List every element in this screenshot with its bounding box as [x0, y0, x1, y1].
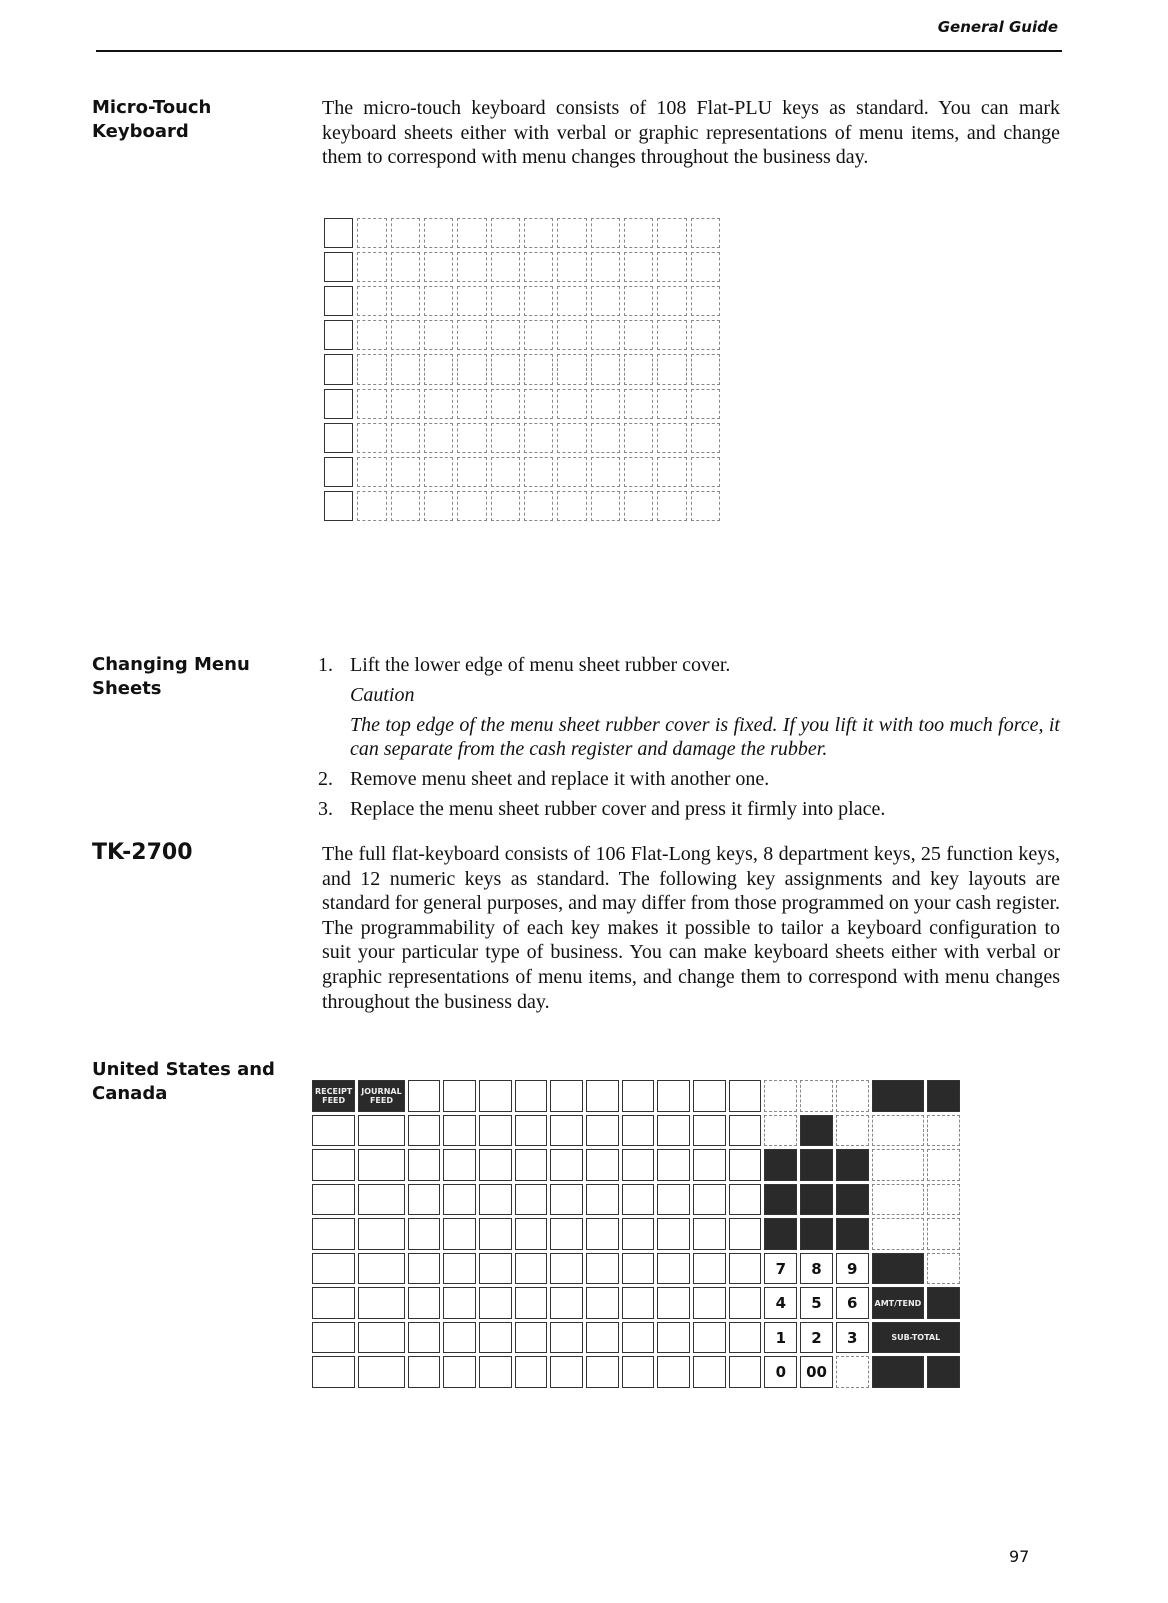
flat-long-key: [657, 1080, 690, 1112]
function-key: [764, 1080, 797, 1112]
flat-plu-key: [624, 354, 653, 384]
function-key: [764, 1184, 797, 1216]
num3-key-label: 3: [846, 1328, 858, 1347]
flat-long-key: [622, 1322, 655, 1354]
function-key: [927, 1184, 960, 1216]
flat-plu-key: [357, 218, 386, 248]
flat-long-key: [693, 1115, 726, 1147]
flat-plu-key: [557, 491, 586, 521]
flat-plu-key: [491, 389, 520, 419]
flat-long-key: [443, 1218, 476, 1250]
flat-plu-key: [524, 457, 553, 487]
num7-key: [764, 1253, 797, 1285]
flat-plu-key: [657, 252, 686, 282]
flat-long-key: [586, 1356, 619, 1388]
flat-long-key: [479, 1115, 512, 1147]
flat-plu-key: [324, 252, 353, 282]
flat-long-key: [729, 1115, 762, 1147]
receipt-feed-key: [312, 1080, 355, 1112]
flat-long-key: [622, 1149, 655, 1181]
flat-long-key: [729, 1080, 762, 1112]
flat-plu-key: [691, 389, 720, 419]
num8-key: [800, 1253, 833, 1285]
flat-long-key: [622, 1218, 655, 1250]
flat-plu-key: [691, 354, 720, 384]
flat-plu-key: [357, 457, 386, 487]
caution-label: Caution: [350, 684, 415, 706]
flat-plu-key: [524, 218, 553, 248]
step-1-number: 1.: [318, 654, 333, 676]
function-key: [872, 1080, 925, 1112]
flat-plu-key: [591, 389, 620, 419]
flat-plu-key: [557, 423, 586, 453]
flat-plu-key: [657, 286, 686, 316]
flat-plu-key: [424, 252, 453, 282]
flat-plu-key: [624, 320, 653, 350]
num1-key: [764, 1322, 797, 1354]
flat-long-key: [550, 1356, 583, 1388]
flat-plu-key: [424, 320, 453, 350]
flat-long-key: [443, 1080, 476, 1112]
flat-plu-key: [624, 457, 653, 487]
sub-total-key: [872, 1322, 960, 1354]
function-key: [872, 1218, 925, 1250]
flat-plu-key: [591, 320, 620, 350]
function-key: [836, 1218, 869, 1250]
flat-long-key: [515, 1080, 548, 1112]
flat-long-key: [443, 1115, 476, 1147]
flat-long-key: [358, 1184, 404, 1216]
flat-long-key: [729, 1287, 762, 1319]
flat-long-key: [443, 1287, 476, 1319]
flat-plu-key: [591, 457, 620, 487]
flat-long-key: [693, 1287, 726, 1319]
flat-plu-key: [491, 491, 520, 521]
num8-key-label: 8: [811, 1259, 822, 1278]
step-2-text: Remove menu sheet and replace it with another one.: [350, 768, 770, 790]
flat-plu-key: [557, 320, 586, 350]
num4-key: [764, 1287, 797, 1319]
flat-long-key: [515, 1356, 548, 1388]
page-number: 97: [1009, 1547, 1030, 1566]
flat-plu-key: [391, 491, 420, 521]
num1-key-label: 1: [775, 1328, 787, 1347]
flat-long-key: [693, 1253, 726, 1285]
flat-long-key: [693, 1149, 726, 1181]
num2-key-label: 2: [811, 1328, 822, 1347]
function-key: [836, 1115, 869, 1147]
flat-long-key: [586, 1184, 619, 1216]
num2-key: [800, 1322, 833, 1354]
flat-plu-key: [624, 423, 653, 453]
sub-total-key-label: SUB-TOTAL: [891, 1333, 941, 1343]
flat-plu-key: [357, 423, 386, 453]
tk2700-keyboard-diagram: [312, 1080, 960, 1388]
num0-key-label: 0: [775, 1363, 787, 1382]
flat-long-key: [550, 1149, 583, 1181]
flat-plu-key: [657, 218, 686, 248]
flat-long-key: [657, 1287, 690, 1319]
flat-long-key: [408, 1218, 441, 1250]
flat-plu-key: [457, 354, 486, 384]
function-key: [927, 1287, 960, 1319]
flat-long-key: [515, 1218, 548, 1250]
num5-key: [800, 1287, 833, 1319]
flat-plu-key: [457, 423, 486, 453]
flat-long-key: [693, 1356, 726, 1388]
function-key: [872, 1149, 925, 1181]
flat-plu-key: [424, 218, 453, 248]
flat-plu-key: [657, 389, 686, 419]
flat-long-key: [657, 1356, 690, 1388]
caution-text: The top edge of the menu sheet rubber cover is fixed. If you lift it with too much force, it can separate from the cash register and damage the rubber.: [350, 714, 1060, 760]
flat-long-key: [550, 1253, 583, 1285]
flat-plu-key: [657, 320, 686, 350]
function-key: [836, 1184, 869, 1216]
flat-long-key: [408, 1287, 441, 1319]
flat-plu-key: [324, 389, 353, 419]
flat-plu-key: [424, 389, 453, 419]
flat-plu-key: [524, 320, 553, 350]
num5-key-label: 5: [811, 1294, 822, 1313]
flat-plu-key: [457, 491, 486, 521]
num00-key: [800, 1356, 833, 1388]
flat-plu-key: [391, 286, 420, 316]
changing-menu-heading: Changing Menu Sheets: [92, 654, 250, 699]
flat-plu-key: [524, 286, 553, 316]
flat-long-key: [479, 1287, 512, 1319]
flat-plu-key: [357, 252, 386, 282]
function-key: [927, 1080, 960, 1112]
flat-long-key: [479, 1149, 512, 1181]
flat-plu-key: [324, 218, 353, 248]
tk2700-body: The full flat-keyboard consists of 106 Flat-Long keys, 8 department keys, 25 function keys, and 12 numeric keys as standard. The following key assignments and key layouts are standard for general purposes, and may differ from those programmed on your cash register. The programmability of each key makes it possible to tailor a keyboard configuration to suit your particular type of business. You can make keyboard sheets either with verbal or graphic representations of menu items, and change them to correspond with menu changes throughout the business day.: [322, 843, 1060, 1013]
flat-long-key: [550, 1080, 583, 1112]
micro-touch-keyboard-diagram: [324, 218, 720, 521]
flat-long-key: [622, 1356, 655, 1388]
flat-long-key: [657, 1322, 690, 1354]
flat-plu-key: [457, 218, 486, 248]
function-key: [927, 1115, 960, 1147]
flat-plu-key: [524, 389, 553, 419]
flat-plu-key: [524, 423, 553, 453]
flat-plu-key: [391, 423, 420, 453]
flat-plu-key: [424, 457, 453, 487]
flat-long-key: [657, 1218, 690, 1250]
function-key: [927, 1356, 960, 1388]
step-2-number: 2.: [318, 768, 333, 790]
function-key: [872, 1184, 925, 1216]
flat-plu-key: [624, 389, 653, 419]
function-key: [800, 1184, 833, 1216]
function-key: [800, 1149, 833, 1181]
flat-plu-key: [657, 491, 686, 521]
flat-long-key: [358, 1218, 404, 1250]
flat-long-key: [657, 1184, 690, 1216]
flat-long-key: [622, 1253, 655, 1285]
menu-sheet-steps: [318, 653, 1060, 827]
flat-long-key: [729, 1184, 762, 1216]
flat-long-key: [550, 1322, 583, 1354]
function-key: [872, 1115, 925, 1147]
flat-plu-key: [491, 423, 520, 453]
flat-plu-key: [691, 491, 720, 521]
flat-plu-key: [391, 389, 420, 419]
flat-long-key: [693, 1184, 726, 1216]
function-key: [800, 1080, 833, 1112]
flat-plu-key: [324, 286, 353, 316]
flat-long-key: [515, 1287, 548, 1319]
flat-plu-key: [524, 491, 553, 521]
flat-plu-key: [457, 286, 486, 316]
flat-plu-key: [557, 389, 586, 419]
flat-plu-key: [357, 354, 386, 384]
flat-plu-key: [391, 218, 420, 248]
flat-plu-key: [624, 491, 653, 521]
flat-long-key: [550, 1115, 583, 1147]
function-key: [836, 1080, 869, 1112]
function-key: [800, 1218, 833, 1250]
flat-long-key: [479, 1080, 512, 1112]
flat-plu-key: [624, 218, 653, 248]
flat-plu-key: [357, 320, 386, 350]
flat-long-key: [515, 1184, 548, 1216]
flat-plu-key: [491, 457, 520, 487]
num7-key-label: 7: [775, 1259, 787, 1278]
flat-long-key: [479, 1356, 512, 1388]
flat-long-key: [515, 1253, 548, 1285]
flat-plu-key: [557, 218, 586, 248]
flat-long-key: [443, 1184, 476, 1216]
flat-plu-key: [424, 286, 453, 316]
amt-tend-key-label: AMT/TEND: [874, 1298, 922, 1308]
num3-key: [836, 1322, 869, 1354]
flat-plu-key: [691, 457, 720, 487]
flat-long-key: [586, 1322, 619, 1354]
flat-long-key: [729, 1149, 762, 1181]
function-key: [836, 1149, 869, 1181]
flat-long-key: [586, 1080, 619, 1112]
flat-plu-key: [491, 286, 520, 316]
num4-key-label: 4: [775, 1294, 787, 1313]
flat-plu-key: [591, 423, 620, 453]
flat-plu-key: [424, 423, 453, 453]
flat-plu-key: [557, 354, 586, 384]
flat-long-key: [358, 1322, 404, 1354]
department-key: [312, 1253, 355, 1285]
flat-plu-key: [424, 354, 453, 384]
step-3: [318, 797, 1060, 821]
flat-plu-key: [391, 457, 420, 487]
flat-plu-key: [357, 286, 386, 316]
micro-touch-body: The micro-touch keyboard consists of 108 Flat-PLU keys as standard. You can mark keyboard sheets either with verbal or graphic representations of menu items, and change them to correspond with menu changes throughout the business day.: [322, 97, 1060, 169]
department-key: [312, 1218, 355, 1250]
function-key: [764, 1149, 797, 1181]
flat-plu-key: [624, 252, 653, 282]
flat-plu-key: [591, 252, 620, 282]
flat-long-key: [358, 1356, 404, 1388]
flat-long-key: [479, 1184, 512, 1216]
num6-key-label: 6: [846, 1294, 858, 1313]
function-key: [764, 1218, 797, 1250]
journal-feed-key-label: JOURNAL FEED: [361, 1086, 402, 1105]
department-key: [312, 1322, 355, 1354]
flat-long-key: [586, 1115, 619, 1147]
flat-plu-key: [691, 423, 720, 453]
flat-plu-key: [457, 457, 486, 487]
flat-plu-key: [391, 320, 420, 350]
flat-long-key: [729, 1218, 762, 1250]
function-key: [872, 1356, 925, 1388]
num9-key: [836, 1253, 869, 1285]
flat-plu-key: [657, 457, 686, 487]
flat-long-key: [586, 1218, 619, 1250]
flat-long-key: [515, 1149, 548, 1181]
num6-key: [836, 1287, 869, 1319]
flat-plu-key: [491, 320, 520, 350]
flat-long-key: [729, 1356, 762, 1388]
function-key: [927, 1253, 960, 1285]
flat-long-key: [408, 1149, 441, 1181]
flat-plu-key: [357, 491, 386, 521]
flat-long-key: [515, 1322, 548, 1354]
flat-plu-key: [591, 491, 620, 521]
flat-plu-key: [524, 252, 553, 282]
flat-plu-key: [657, 354, 686, 384]
flat-plu-key: [591, 218, 620, 248]
flat-plu-key: [391, 354, 420, 384]
us-canada-heading: United States and Canada: [92, 1059, 275, 1104]
flat-plu-key: [591, 286, 620, 316]
flat-long-key: [586, 1253, 619, 1285]
flat-long-key: [443, 1149, 476, 1181]
flat-plu-key: [491, 252, 520, 282]
flat-long-key: [622, 1115, 655, 1147]
amt-tend-key: [872, 1287, 925, 1319]
flat-plu-key: [357, 389, 386, 419]
flat-long-key: [515, 1115, 548, 1147]
flat-long-key: [358, 1253, 404, 1285]
journal-feed-key: [358, 1080, 404, 1112]
step-2: [318, 767, 1060, 791]
flat-long-key: [550, 1218, 583, 1250]
flat-plu-key: [324, 320, 353, 350]
flat-plu-key: [691, 252, 720, 282]
flat-plu-key: [691, 218, 720, 248]
flat-plu-key: [324, 423, 353, 453]
num0-key: [764, 1356, 797, 1388]
flat-long-key: [479, 1218, 512, 1250]
flat-plu-key: [324, 354, 353, 384]
num9-key-label: 9: [846, 1259, 858, 1278]
flat-long-key: [408, 1322, 441, 1354]
flat-long-key: [408, 1184, 441, 1216]
flat-plu-key: [391, 252, 420, 282]
running-head: General Guide: [937, 18, 1058, 36]
department-key: [312, 1356, 355, 1388]
step-3-text: Replace the menu sheet rubber cover and press it firmly into place.: [350, 798, 886, 820]
flat-long-key: [622, 1184, 655, 1216]
function-key: [800, 1115, 833, 1147]
flat-long-key: [693, 1080, 726, 1112]
flat-long-key: [358, 1149, 404, 1181]
flat-long-key: [657, 1253, 690, 1285]
flat-plu-key: [457, 389, 486, 419]
flat-long-key: [408, 1115, 441, 1147]
flat-plu-key: [557, 286, 586, 316]
department-key: [312, 1115, 355, 1147]
flat-long-key: [550, 1287, 583, 1319]
flat-long-key: [622, 1287, 655, 1319]
num00-key-label: 00: [806, 1363, 827, 1382]
flat-long-key: [479, 1253, 512, 1285]
flat-long-key: [586, 1287, 619, 1319]
flat-plu-key: [557, 252, 586, 282]
flat-plu-key: [324, 457, 353, 487]
flat-long-key: [358, 1287, 404, 1319]
flat-long-key: [550, 1184, 583, 1216]
step-1-text: Lift the lower edge of menu sheet rubber cover.: [350, 654, 731, 676]
flat-long-key: [729, 1253, 762, 1285]
flat-long-key: [657, 1115, 690, 1147]
flat-long-key: [657, 1149, 690, 1181]
flat-plu-key: [491, 218, 520, 248]
flat-long-key: [693, 1218, 726, 1250]
flat-long-key: [622, 1080, 655, 1112]
step-3-number: 3.: [318, 798, 333, 820]
flat-long-key: [443, 1356, 476, 1388]
step-1: [318, 653, 1060, 761]
micro-touch-heading: Micro-Touch Keyboard: [92, 97, 212, 142]
flat-long-key: [358, 1115, 404, 1147]
flat-plu-key: [691, 286, 720, 316]
flat-plu-key: [691, 320, 720, 350]
flat-long-key: [693, 1322, 726, 1354]
flat-plu-key: [491, 354, 520, 384]
flat-long-key: [408, 1253, 441, 1285]
flat-plu-key: [424, 491, 453, 521]
flat-long-key: [443, 1322, 476, 1354]
flat-plu-key: [657, 423, 686, 453]
flat-long-key: [479, 1322, 512, 1354]
function-key: [872, 1253, 925, 1285]
header-rule: [96, 50, 1062, 52]
flat-plu-key: [524, 354, 553, 384]
flat-plu-key: [324, 491, 353, 521]
flat-plu-key: [457, 320, 486, 350]
tk2700-heading: TK-2700: [92, 840, 193, 865]
function-key: [764, 1115, 797, 1147]
flat-plu-key: [591, 354, 620, 384]
department-key: [312, 1149, 355, 1181]
flat-long-key: [443, 1253, 476, 1285]
flat-plu-key: [624, 286, 653, 316]
receipt-feed-key-label: RECEIPT FEED: [315, 1086, 353, 1105]
flat-long-key: [408, 1356, 441, 1388]
department-key: [312, 1287, 355, 1319]
flat-long-key: [729, 1322, 762, 1354]
flat-plu-key: [557, 457, 586, 487]
function-key: [927, 1218, 960, 1250]
function-key: [927, 1149, 960, 1181]
flat-long-key: [586, 1149, 619, 1181]
department-key: [312, 1184, 355, 1216]
flat-long-key: [408, 1080, 441, 1112]
function-key: [836, 1356, 869, 1388]
flat-plu-key: [457, 252, 486, 282]
